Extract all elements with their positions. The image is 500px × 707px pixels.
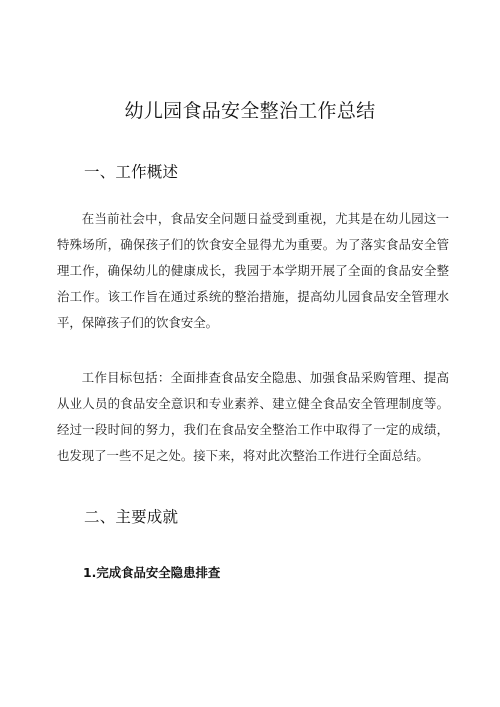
overview-paragraph-1: 在当前社会中，食品安全问题日益受到重视，尤其是在幼儿园这一特殊场所，确保孩子们的饮食安全显得尤为重要。为了落实食品安全管理工作，确保幼儿的健康成长，我园于本学期开展了全面的食品安全整治工作。该工作旨在通过系统的整治措施，提高幼儿园食品安全管理水平，保障孩子们的饮食安全。 — [57, 211, 449, 330]
section-heading-achievements: 二、主要成就 — [84, 508, 179, 526]
overview-paragraph-2: 工作目标包括：全面排查食品安全隐患、加强食品采购管理、提高从业人员的食品安全意识和专业素养、建立健全食品安全管理制度等。经过一段时间的努力，我们在食品安全整治工作中取得了一定的成绩，也发现了一些不足之处。接下来，将对此次整治工作进行全面总结。 — [57, 370, 449, 463]
section-heading-overview: 一、工作概述 — [84, 163, 179, 181]
subheading-hazard-inspection: 1.完成食品安全隐患排查 — [83, 565, 221, 580]
document-title: 幼儿园食品安全整治工作总结 — [124, 100, 376, 122]
